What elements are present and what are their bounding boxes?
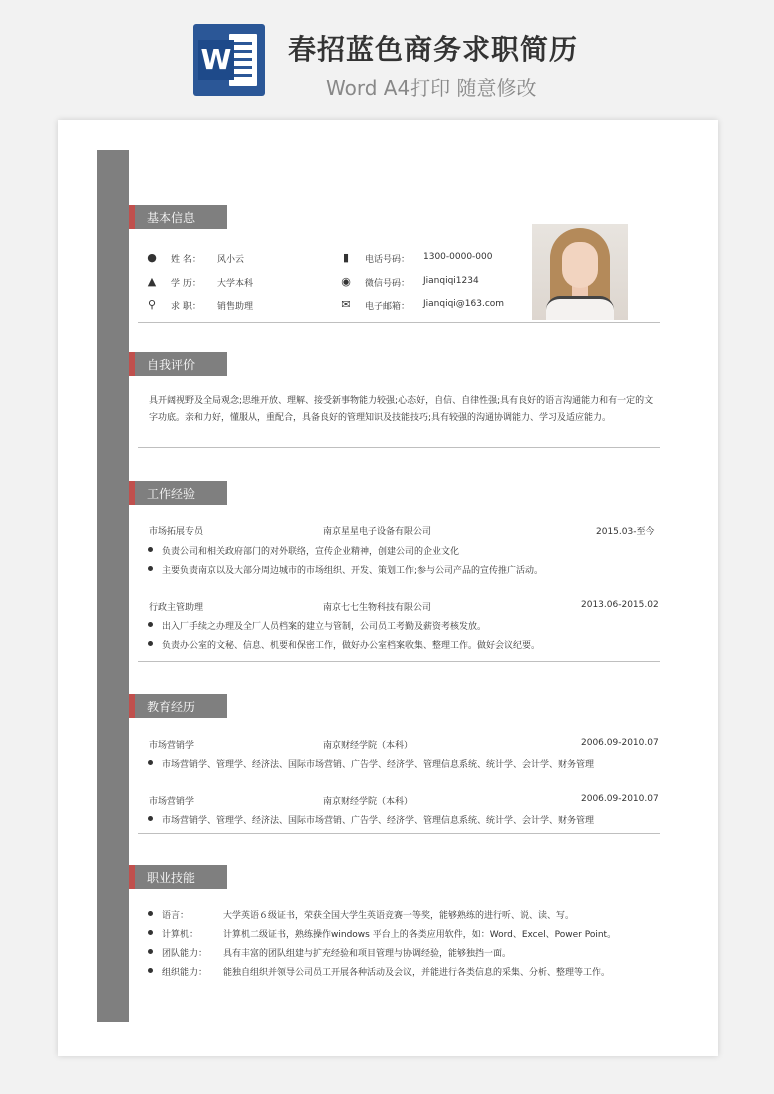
skill-1-label: 语言： (162, 908, 189, 921)
section-skills-header: 职业技能 (129, 865, 227, 889)
skill-3-text: 具有丰富的团队组建与扩充经验和项目管理与协调经验，能够独挡一面。 (223, 949, 512, 959)
work-2-point-1: 出入厂手续之办理及全厂人员档案的建立与管制，公司员工考勤及薪资考核发放。 (162, 619, 486, 632)
banner (0, 0, 774, 110)
wechat-label: 微信号码： (365, 279, 411, 289)
edu-2-period: 2006.09-2010.07 (581, 794, 659, 804)
education-label: 学 历： (171, 279, 201, 289)
edu-2-school: 南京财经学院（本科） (323, 797, 414, 807)
divider (138, 447, 660, 448)
skill-1-text: 大学英语６级证书，荣获全国大学生英语竞赛一等奖，能够熟练的进行听、说、读、写。 (223, 911, 575, 921)
work-2-company: 南京七七生物科技有限公司 (323, 603, 432, 613)
person-icon: ● (147, 251, 157, 264)
name-value: 风小云 (217, 255, 245, 265)
work-2-title: 行政主管助理 (149, 603, 204, 613)
work-2-point-2: 负责办公室的文秘、信息、机要和保密工作，做好办公室档案收集、整理工作。做好会议纪要。 (162, 638, 540, 651)
education-value: 大学本科 (217, 279, 254, 289)
section-work-header: 工作经验 (129, 481, 227, 505)
divider (138, 833, 660, 834)
edu-2-major: 市场营销学 (149, 797, 195, 807)
profile-photo (532, 224, 628, 320)
email-icon: ✉ (341, 298, 351, 311)
word-logo-icon (193, 24, 265, 96)
skill-2-text: 计算机二级证书，熟练操作windows 平台上的各类应用软件，如：Word、Excel、Power Point。 (223, 930, 617, 940)
work-1-company: 南京星星电子设备有限公司 (323, 527, 432, 537)
edu-1-school: 南京财经学院（本科） (323, 741, 414, 751)
divider (138, 661, 660, 662)
phone-icon: ▮ (342, 251, 350, 264)
section-education-header: 教育经历 (129, 694, 227, 718)
email-label: 电子邮箱： (365, 302, 411, 312)
search-icon: ⚲ (147, 298, 157, 311)
banner-subtitle: Word A4打印 随意修改 (326, 76, 537, 100)
email-value: Jianqiqi@163.com (423, 299, 505, 309)
word-logo-letter: W (198, 40, 234, 80)
name-label: 姓 名： (171, 255, 201, 265)
job-label: 求 职： (171, 302, 201, 312)
job-value: 销售助理 (217, 302, 254, 312)
left-decor-bar (97, 150, 129, 1022)
section-self-header: 自我评价 (129, 352, 227, 376)
work-1-period: 2015.03-至今 (596, 527, 655, 537)
edu-1-major: 市场营销学 (149, 741, 195, 751)
skill-4-text: 能独自组织并领导公司员工开展各种活动及会议，并能进行各类信息的采集、分析、整理等工作。 (223, 968, 611, 978)
work-1-point-2: 主要负责南京以及大部分周边城市的市场组织、开发、策划工作;参与公司产品的宣传推广活动。 (162, 563, 543, 576)
edu-1-period: 2006.09-2010.07 (581, 738, 659, 748)
self-evaluation-text: 具开阔视野及全局观念;思维开放、理解、接受新事物能力较强;心态好，自信、自律性强;具有良好的语言沟通能力和有一定的文字功底。亲和力好，懂服从，重配合，具备良好的管理知识及技能技巧;具有较强的沟通协调能力、学习及适应能力。 (149, 396, 654, 423)
section-basic-header: 基本信息 (129, 205, 227, 229)
phone-label: 电话号码： (365, 255, 411, 265)
edu-2-courses: 市场营销学、管理学、经济法、国际市场营销、广告学、经济学、管理信息系统、统计学、会计学、财务管理 (162, 813, 594, 826)
divider (138, 322, 660, 323)
graduation-cap-icon: ▲ (147, 275, 157, 288)
work-1-title: 市场拓展专员 (149, 527, 204, 537)
skill-4-label: 组织能力： (162, 965, 207, 978)
work-1-point-1: 负责公司和相关政府部门的对外联络，宣传企业精神，创建公司的企业文化 (162, 544, 459, 557)
wechat-value: Jianqiqi1234 (423, 276, 479, 286)
phone-value: 1300-0000-000 (423, 252, 493, 262)
skill-3-label: 团队能力： (162, 946, 207, 959)
skill-2-label: 计算机： (162, 927, 198, 940)
wechat-icon: ◉ (341, 275, 351, 288)
edu-1-courses: 市场营销学、管理学、经济法、国际市场营销、广告学、经济学、管理信息系统、统计学、会计学、财务管理 (162, 757, 594, 770)
resume-page (58, 120, 718, 1056)
work-2-period: 2013.06-2015.02 (581, 600, 659, 610)
banner-title: 春招蓝色商务求职简历 (288, 33, 579, 66)
